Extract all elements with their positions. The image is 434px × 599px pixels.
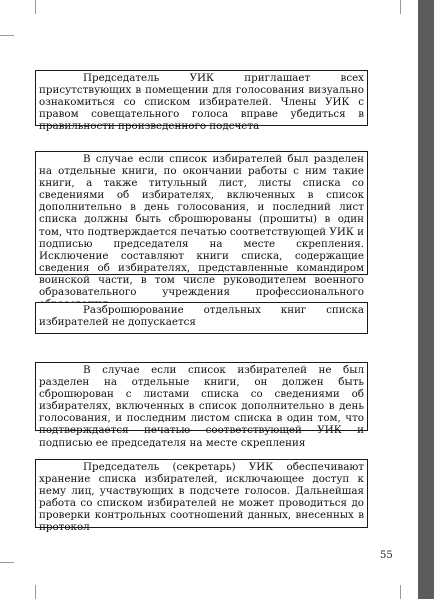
paragraph-text: В случае если список избирателей не был разделен на отдельные книги, он должен быть сброшюрован с листами списка со сведениями об избирателях, включенных в список дополнительно в день голосования, и последним листом списка в один том, что подтверждается печатью соответствующей УИК и подписью ее председателя на месте скрепления: [39, 364, 364, 449]
text-box: [35, 151, 368, 299]
paragraph-text: Разброшюрование отдельных книг списка избирателей не допускается: [39, 304, 364, 329]
paragraph-text: В случае если список избирателей был разделен на отдельные книги, по окончании работы с ним такие книги, а также титульный лист, листы списка со сведениями об избирателях, включенных в список дополнительно в день голосования, и последний лист списка должны быть сброшюрованы (прошиты) в один том, что подтверждается печатью соответствующей УИК и подписью председателя на месте скрепления. Исключение составляют книги списка, содержащие сведения об избирателях, представленные командиром воинской части, в том числе руководителем военного образовательного учреждения профессионального: [39, 153, 364, 299]
text-box: [35, 459, 368, 534]
crop-mark: [0, 562, 14, 563]
text-box: [35, 70, 368, 133]
page-number: 55: [380, 550, 393, 561]
page-edge-band: [418, 0, 434, 599]
paragraph-text: Председатель (секретарь) УИК обеспечивают хранение списка избирателей, исключающее доступ к нему лиц, участвующих в подсчете голосов. Дальнейшая работа со списком избирателей не может проводиться до проверки контрольных соотношений данных, внесенных в протокол: [39, 461, 364, 534]
crop-mark: [35, 0, 36, 14]
crop-mark: [35, 585, 36, 599]
text-box: [35, 302, 368, 334]
crop-mark: [0, 35, 14, 36]
crop-mark: [400, 585, 401, 599]
text-box: [35, 362, 368, 449]
crop-mark: [400, 0, 401, 14]
paragraph-text: Председатель УИК приглашает всех присутствующих в помещении для голосования визуально ознакомиться со списком избирателей. Члены УИК с правом совещательного голоса вправе убедиться в правильности произведенного подсчета: [39, 72, 364, 133]
